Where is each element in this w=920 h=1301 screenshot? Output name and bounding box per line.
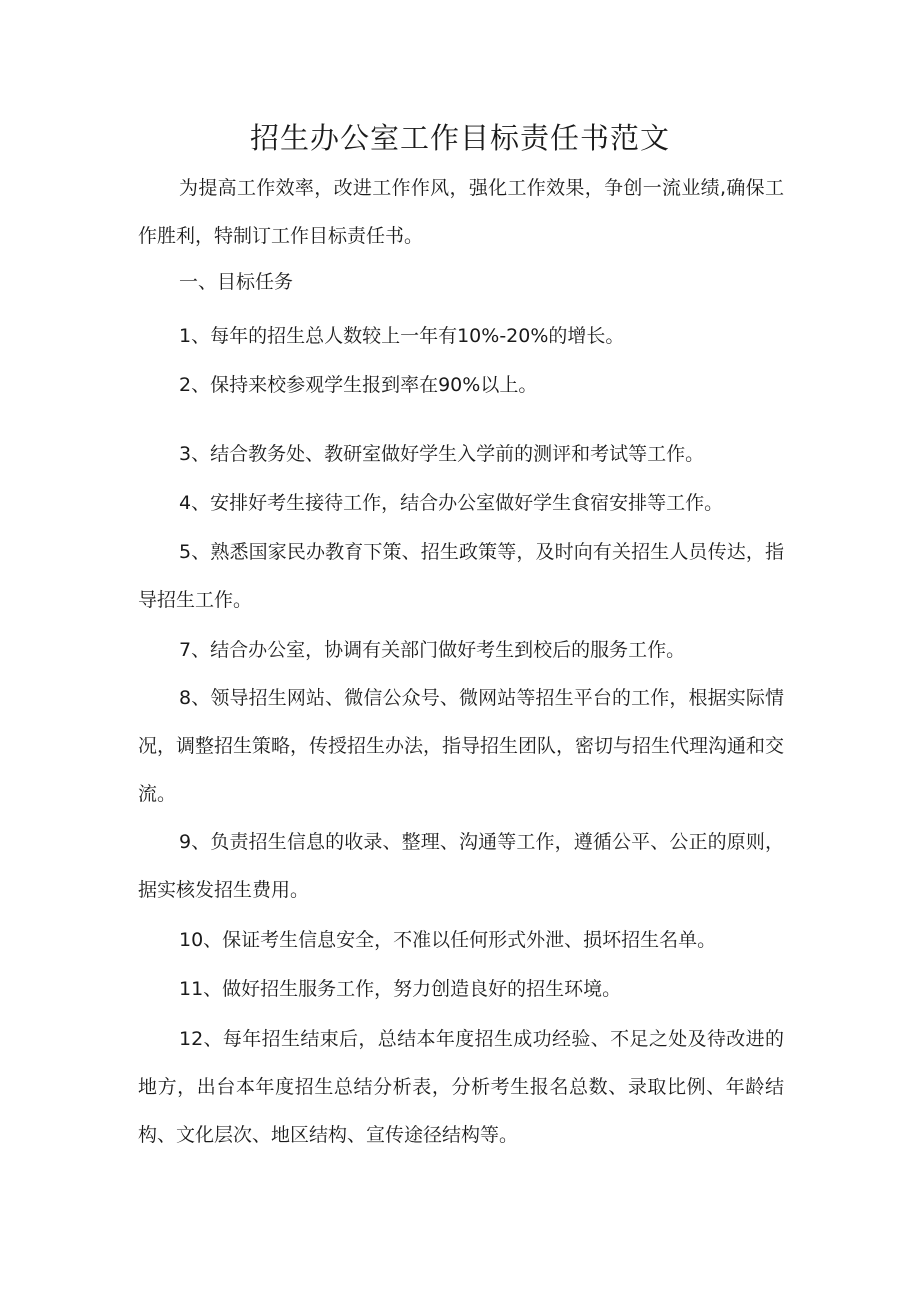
list-item: 10、保证考生信息安全，不准以任何形式外泄、损坏招生名单。 <box>179 929 717 951</box>
list-item: 7、结合办公室，协调有关部门做好考生到校后的服务工作。 <box>179 639 686 661</box>
list-item: 5、熟悉国家民办教育下策、招生政策等，及时向有关招生人员传达，指导招生工作。 <box>138 541 784 611</box>
intro-paragraph: 为提高工作效率，改进工作作风，强化工作效果，争创一流业绩,确保工作胜利，特制订工作目标责任书。 <box>138 177 784 247</box>
list-item: 12、每年招生结束后，总结本年度招生成功经验、不足之处及待改进的地方，出台本年度招生总结分析表，分析考生报名总数、录取比例、年龄结构、文化层次、地区结构、宣传途径结构等。 <box>138 1028 784 1146</box>
list-item: 2、保持来校参观学生报到率在90%以上。 <box>179 374 538 396</box>
list-item: 3、结合教务处、教研室做好学生入学前的测评和考试等工作。 <box>179 443 705 465</box>
document-title: 招生办公室工作目标责任书范文 <box>249 121 670 155</box>
list-item: 11、做好招生服务工作，努力创造良好的招生环境。 <box>179 978 622 1000</box>
list-item: 8、领导招生网站、微信公众号、微网站等招生平台的工作，根据实际情况，调整招生策略，传授招生办法，指导招生团队，密切与招生代理沟通和交流。 <box>138 687 785 805</box>
list-item: 1、每年的招生总人数较上一年有10%-20%的增长。 <box>179 325 625 347</box>
list-item: 4、安排好考生接待工作，结合办公室做好学生食宿安排等工作。 <box>179 492 724 514</box>
list-item: 9、负责招生信息的收录、整理、沟通等工作，遵循公平、公正的原则，据实核发招生费用。 <box>138 831 784 901</box>
section-heading: 一、目标任务 <box>179 271 294 293</box>
